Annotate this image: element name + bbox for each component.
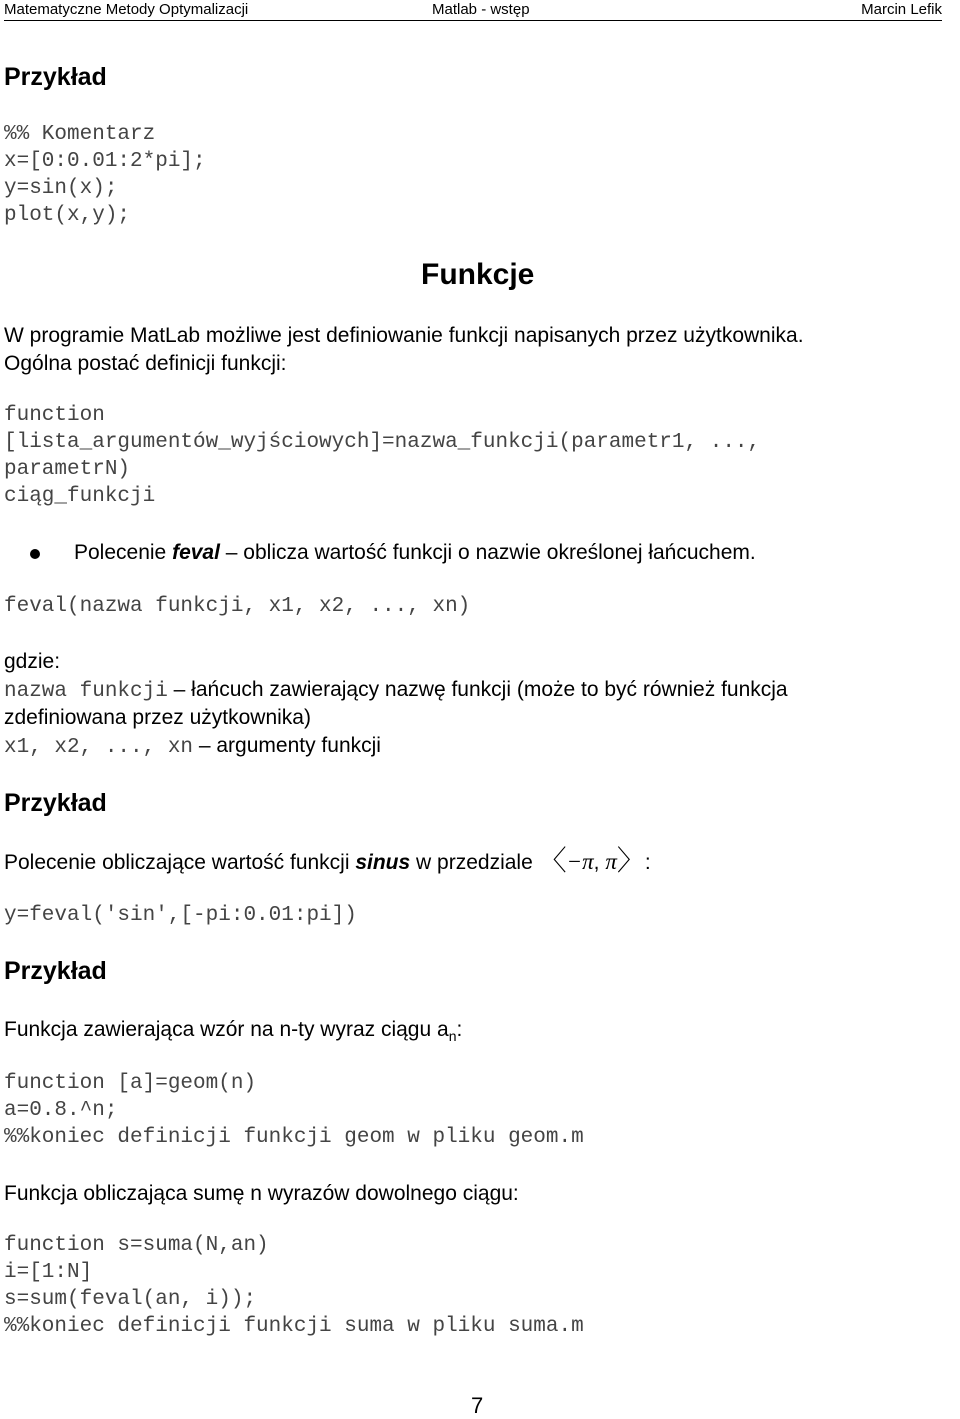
gdzie-label: gdzie:	[4, 650, 61, 673]
header-course: Matematyczne Metody Optymalizacji	[4, 1, 249, 18]
interval-close: 〉	[616, 844, 645, 877]
param-description-cont: zdefiniowana przez użytkownika)	[4, 706, 311, 729]
code-line: i=[1:N]	[4, 1261, 93, 1284]
header-topic: Matlab - wstęp	[432, 1, 530, 18]
page-header	[4, 0, 942, 21]
example-heading: Przykład	[4, 63, 107, 91]
interval-start: −π	[566, 849, 594, 874]
feval-syntax: feval(nazwa funkcji, x1, x2, ..., xn)	[4, 595, 471, 618]
code-line: x=[0:0.01:2*pi];	[4, 150, 206, 173]
code-line: y=feval('sin',[-pi:0.01:pi])	[4, 904, 357, 927]
interval-end: π	[605, 849, 617, 874]
code-line: y=sin(x);	[4, 177, 118, 200]
example-text: Polecenie obliczające wartość funkcji sinus w przedziale 〈−π, π〉:	[4, 844, 651, 877]
example-text: Funkcja obliczająca sumę n wyrazów dowolnego ciągu:	[4, 1182, 519, 1205]
code-line: %%koniec definicji funkcji suma w pliku suma.m	[4, 1315, 584, 1338]
example-heading: Przykład	[4, 957, 107, 985]
intro-text: W programie MatLab możliwe jest definiowanie funkcji napisanych przez użytkownika.	[4, 324, 804, 347]
bullet-text: Polecenie feval – oblicza wartość funkcji o nazwie określonej łańcuchem.	[74, 541, 756, 564]
intro-text: Ogólna postać definicji funkcji:	[4, 352, 287, 375]
definition-code: parametrN)	[4, 458, 131, 481]
code-line: %%koniec definicji funkcji geom w pliku geom.m	[4, 1126, 584, 1149]
code-line: function [a]=geom(n)	[4, 1072, 257, 1095]
page-number: 7	[471, 1393, 484, 1418]
code-line: plot(x,y);	[4, 204, 131, 227]
sinus-keyword: sinus	[355, 851, 411, 874]
code-line: %% Komentarz	[4, 123, 156, 146]
param-description: x1, x2, ..., xn – argumenty funkcji	[4, 734, 381, 759]
definition-code: function	[4, 404, 105, 427]
definition-code: [lista_argumentów_wyjściowych]=nazwa_funkcji(parametr1, ...,	[4, 431, 761, 454]
section-title: Funkcje	[421, 258, 535, 291]
interval-open: 〈	[538, 844, 567, 877]
example-text: Funkcja zawierająca wzór na n-ty wyraz ciągu $a_n$:	[4, 1018, 463, 1045]
param-description: nazwa funkcji – łańcuch zawierający nazwę funkcji (może to być również funkcja	[4, 678, 788, 703]
subscript: n	[448, 1028, 457, 1045]
code-line: a=0.8.^n;	[4, 1099, 118, 1122]
definition-code: ciąg_funkcji	[4, 485, 156, 508]
example-heading: Przykład	[4, 789, 107, 817]
header-author: Marcin Lefik	[861, 1, 942, 18]
feval-keyword: feval	[172, 541, 220, 564]
code-line: s=sum(feval(an, i));	[4, 1288, 257, 1311]
code-line: function s=suma(N,an)	[4, 1234, 269, 1257]
bullet-icon	[30, 549, 40, 559]
